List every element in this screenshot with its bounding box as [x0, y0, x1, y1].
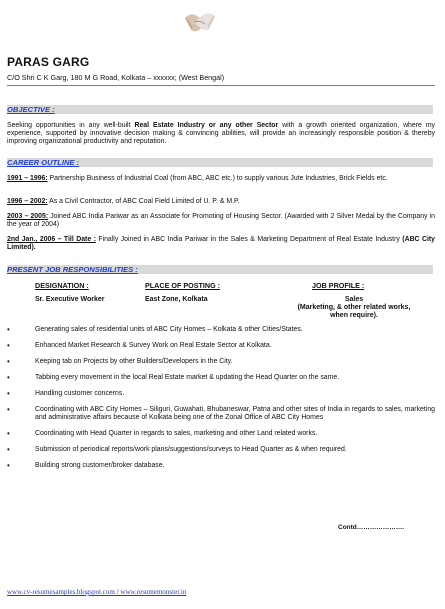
list-item	[7, 342, 435, 350]
list-item-text: Building strong customer/broker database.	[35, 462, 165, 469]
career-text: Joined ABC India Pariwar as an Associate for Promoting of Housing Sector. (Awarded with 2 Silver Medal by the Company in the year of 2004)	[7, 213, 435, 228]
career-period: 1996 – 2002:	[7, 198, 48, 205]
list-item-text: Keeping tab on Projects by other Builders/Developers in the City.	[35, 358, 233, 365]
list-item-text: Enhanced Market Research & Survey Work on Real Estate Sector at Kolkata.	[35, 342, 272, 349]
career-period: 2nd Jan., 2006 – Till Date :	[7, 236, 96, 243]
list-item	[7, 374, 435, 382]
career-text-bold: (ABC City Limited).	[7, 236, 435, 251]
footer-separator: /	[114, 588, 121, 596]
footer-link-resumemonster[interactable]: www.resumemonster.in	[120, 588, 187, 596]
bullet-icon: •	[7, 461, 10, 470]
objective-text-bold: Real Estate Industry or any other Sector	[134, 122, 279, 129]
objective-text-post: with a growth oriented organization, where my experience, supported by innovative decision making & convincing abilities, will provide an increasingly responsible position & thereby improving organizational productivity and reputation.	[7, 122, 436, 145]
bullet-icon: •	[7, 445, 10, 454]
profile-line: (Marketing, & other related works,	[297, 304, 411, 311]
place-label: PLACE OF POSTING :	[145, 281, 221, 290]
designation-value: Sr. Executive Worker	[35, 296, 105, 303]
list-item-text: Coordinating with ABC City Homes – Siliguri, Guwahati, Bhubaneswar, Patna and other sites of India in regards to sales, marketing and administrative affairs because of Kolkata being one of the Zonal Office of ABC City Homes	[35, 406, 435, 421]
place-value: East Zone, Kolkata	[145, 296, 208, 303]
footer-link-blog[interactable]: www.cv-resumesamples.blogspot.com	[7, 588, 115, 596]
career-entry	[7, 198, 435, 206]
career-period: 2003 – 2005:	[7, 213, 49, 220]
list-item	[7, 358, 435, 366]
career-text: Partnership Business of Industrial Coal (from ABC, ABC etc.) to supply various Jute Industries, Brick Fields etc.	[47, 175, 388, 182]
bullet-icon: •	[7, 373, 10, 382]
career-entry	[7, 175, 435, 183]
profile-value	[280, 296, 428, 320]
list-item-text: Coordinating with Head Quarter in regards to sales, marketing and other Land related works.	[35, 430, 318, 437]
list-item-text: Generating sales of residential units of ABC City Homes – Kolkata & other Cities/States.	[35, 326, 303, 333]
list-item-text: Tabbing every movement in the local Real Estate market & updating the Head Quarter on the same.	[35, 374, 340, 381]
handshake-icon	[183, 6, 217, 36]
list-item-text: Handling customer concerns.	[35, 390, 125, 397]
list-item-text: Submission of periodical reports/work plans/suggestions/surveys to Head Quarter as & when required.	[35, 446, 347, 453]
footer-links	[7, 588, 186, 596]
bullet-icon: •	[7, 325, 10, 334]
candidate-name: PARAS GARG	[7, 55, 90, 69]
bullet-icon: •	[7, 357, 10, 366]
list-item	[7, 446, 435, 454]
profile-label: JOB PROFILE :	[312, 281, 365, 290]
career-entry	[7, 213, 435, 229]
bullet-icon: •	[7, 405, 10, 414]
profile-line: when require).	[330, 312, 378, 319]
list-item	[7, 406, 435, 422]
objective-text	[7, 122, 435, 146]
designation-label: DESIGNATION :	[35, 281, 89, 290]
list-item	[7, 326, 435, 334]
career-heading: CAREER OUTLINE :	[7, 158, 433, 167]
header-divider	[7, 85, 435, 86]
bullet-icon: •	[7, 341, 10, 350]
present-job-heading: PRESENT JOB RESPONSIBILITIES :	[7, 265, 433, 274]
bullet-icon: •	[7, 429, 10, 438]
list-item	[7, 390, 435, 398]
career-entry	[7, 236, 435, 252]
profile-line: Sales	[344, 296, 364, 303]
career-period: 1991 – 1996:	[7, 175, 48, 182]
bullet-icon: •	[7, 389, 10, 398]
responsibility-list	[7, 326, 435, 478]
list-item	[7, 462, 435, 470]
candidate-address: C/O Shri C K Garg, 180 M G Road, Kolkata – xxxxxx; (West Bengal)	[7, 73, 225, 82]
objective-heading: OBJECTIVE :	[7, 105, 433, 114]
objective-text-pre: Seeking opportunities in any well-built	[7, 122, 135, 129]
career-text: As a Civil Contractor, of ABC Coal Field Limited of U. P. & M.P.	[47, 198, 240, 205]
list-item	[7, 430, 435, 438]
career-text: Finally Joined in ABC India Pariwar in the Sales & Marketing Department of Real Estate Industry	[95, 236, 403, 243]
continued-note: Contd………………….	[338, 524, 405, 531]
